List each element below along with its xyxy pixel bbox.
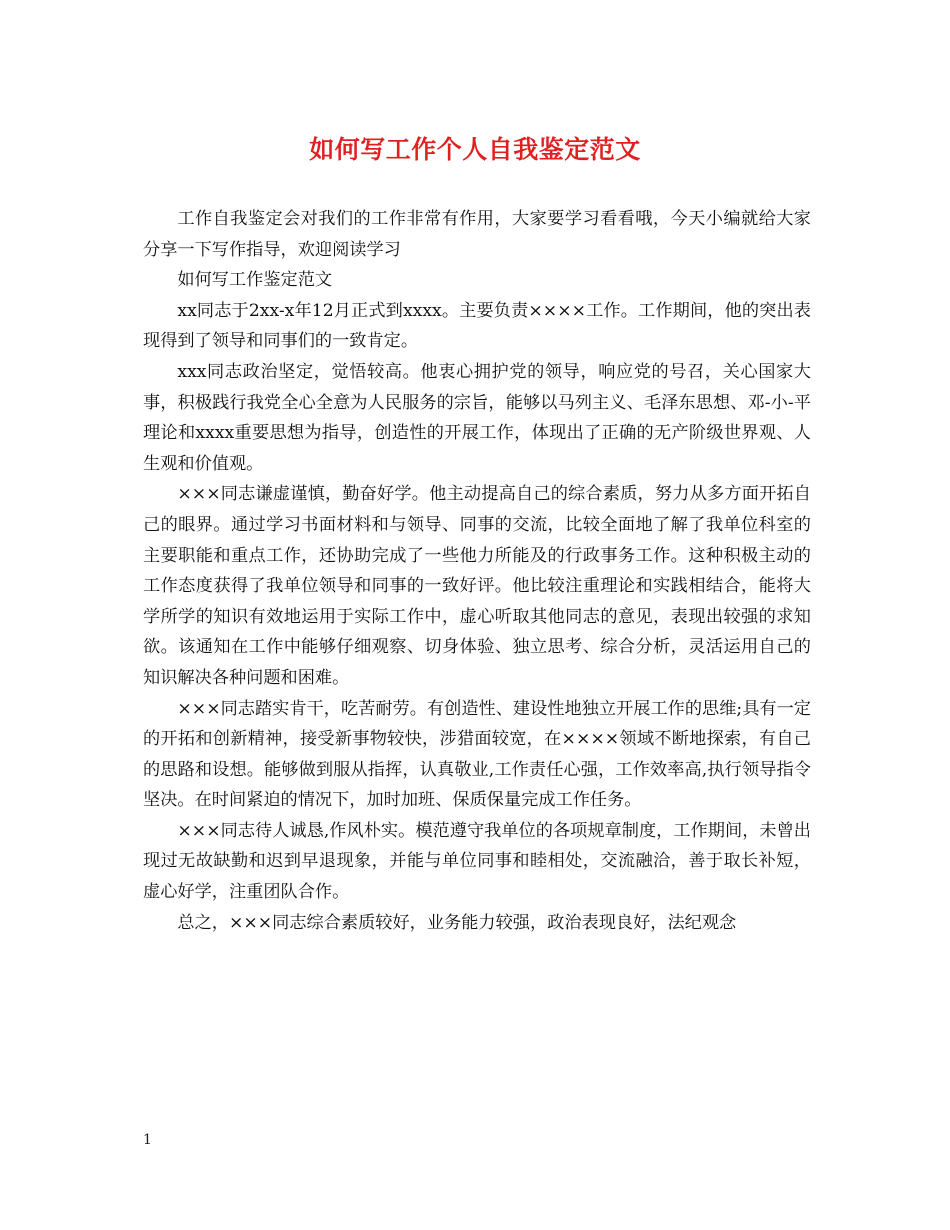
paragraph: 工作自我鉴定会对我们的工作非常有作用，大家要学习看看哦，今天小编就给大家分享一下写作指导，欢迎阅读学习	[143, 209, 811, 260]
paragraph: ×××同志待人诚恳,作风朴实。模范遵守我单位的各项规章制度，工作期间，未曾出现过无故缺勤和迟到早退现象，并能与单位同事和睦相处，交流融洽，善于取长补短，虚心好学，注重团队合作。	[143, 820, 811, 903]
document-body	[143, 204, 811, 938]
paragraph: xx同志于2xx-x年12月正式到xxxx。主要负责××××工作。工作期间，他的突出表现得到了领导和同事们的一致肯定。	[143, 300, 811, 352]
paragraph: ×××同志谦虚谨慎，勤奋好学。他主动提高自己的综合素质，努力从多方面开拓自己的眼界。通过学习书面材料和与领导、同事的交流，比较全面地了解了我单位科室的主要职能和重点工作，还协助完成了一些他力所能及的行政事务工作。这种积极主动的工作态度获得了我单位领导和同事的一致好评。他比较注重理论和实践相结合，能将大学所学的知识有效地运用于实际工作中，虚心听取其他同志的意见，表现出较强的求知欲。该通知在工作中能够仔细观察、切身体验、独立思考、综合分析，灵活运用自己的知识解决各种问题和困难。	[143, 484, 811, 688]
page-number: 1	[143, 1132, 152, 1148]
section-heading: 如何写工作鉴定范文	[177, 270, 333, 291]
paragraph: xxx同志政治坚定，觉悟较高。他衷心拥护党的领导，响应党的号召，关心国家大事，积极践行我党全心全意为人民服务的宗旨，能够以马列主义、毛泽东思想、邓-小-平理论和xxxx重要思想为指导，创造性的开展工作，体现出了正确的无产阶级世界观、人生观和价值观。	[143, 361, 811, 474]
paragraph: 总之，×××同志综合素质较好，业务能力较强，政治表现良好，法纪观念	[177, 912, 737, 933]
paragraph: ×××同志踏实肯干，吃苦耐劳。有创造性、建设性地独立开展工作的思维;具有一定的开拓和创新精神，接受新事物较快，涉猎面较宽，在××××领域不断地探索，有自己的思路和设想。能够做到服从指挥，认真敬业,工作责任心强，工作效率高,执行领导指令坚决。在时间紧迫的情况下，加时加班、保质保量完成工作任务。	[143, 698, 811, 811]
document-title: 如何写工作个人自我鉴定范文	[309, 135, 641, 164]
